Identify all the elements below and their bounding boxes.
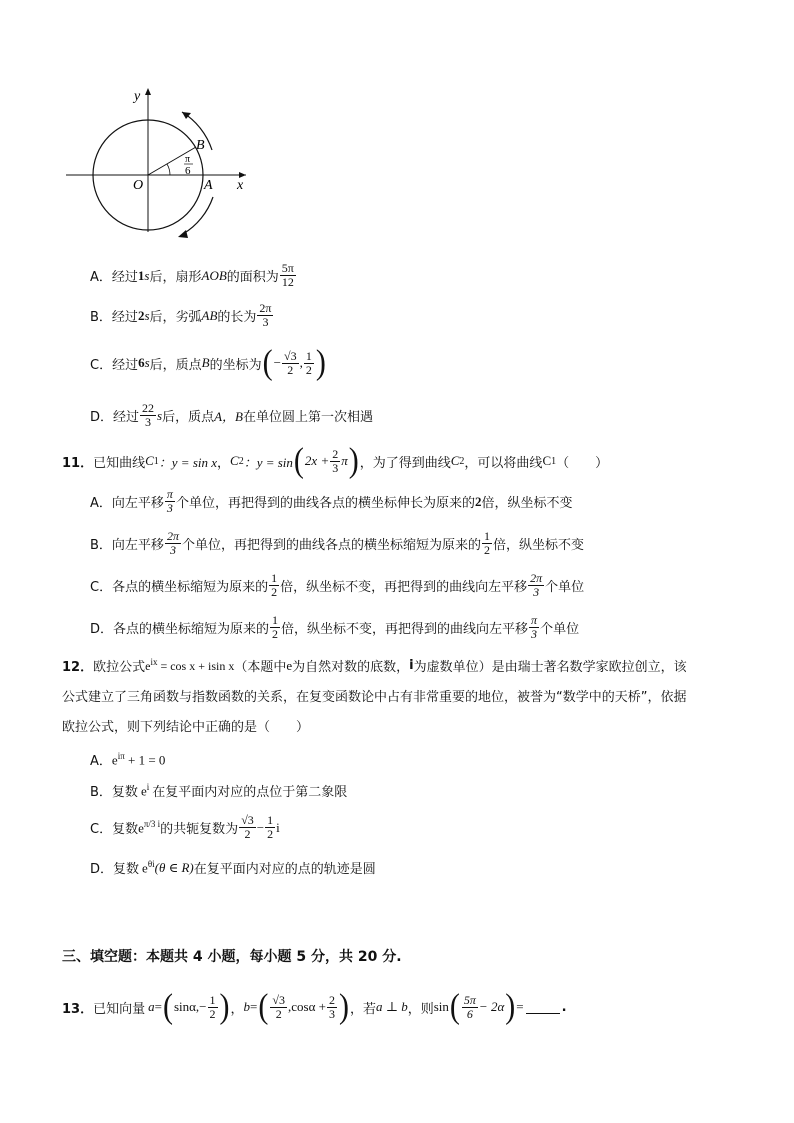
time-unit: s <box>144 307 150 323</box>
right-paren: ) <box>315 343 326 382</box>
left-paren: ( <box>449 987 460 1026</box>
angle-label-numerator: π <box>185 154 191 165</box>
option-text: 各点的横坐标缩短为原来的 <box>112 580 269 595</box>
fraction: $\frac{2\pi}{3}$ <box>166 529 179 557</box>
option-text: 向左平移 <box>111 496 164 511</box>
q13-stem <box>62 987 567 1026</box>
fraction: $\frac{2\pi}{3}$ <box>530 571 543 599</box>
option-text: 倍，纵坐标不变，再把得到的曲线向左平移 <box>280 580 528 595</box>
pi-symbol: π <box>341 453 348 468</box>
fraction: $\frac{√3}{2}$ <box>241 813 254 841</box>
question-text: 已知向量 <box>93 1001 146 1017</box>
fraction: $\frac{√3}{2}$ <box>272 992 285 1021</box>
q12-option-b[interactable] <box>90 781 347 800</box>
comma: , <box>299 355 303 370</box>
section-heading: 三、填空题：本题共 4 小题，每小题 5 分，共 20 分. <box>62 949 402 965</box>
fraction: $\frac{22}{3}$ <box>142 401 155 429</box>
option-text: 在复平面内对应的点位于第二象限 <box>152 785 348 800</box>
factor: 2 <box>474 493 482 509</box>
option-text: 经过 <box>112 357 139 373</box>
left-paren: ( <box>293 441 304 480</box>
q11-stem <box>62 441 609 480</box>
subscript: 2 <box>459 455 465 467</box>
q12-stem-line-3 <box>62 716 309 735</box>
equals-sign: = <box>250 999 258 1014</box>
fraction: $\frac{1}{2}$ <box>209 992 216 1021</box>
fraction: $\frac{1}{2}$ <box>271 571 278 599</box>
option-text: 的共轭复数为 <box>160 822 239 837</box>
question-number: 11． <box>62 455 94 471</box>
fraction: $\frac{1}{2}$ <box>272 613 279 641</box>
minus-sign: − <box>256 819 265 835</box>
option-text: 经过 <box>113 410 140 425</box>
option-text: 倍，纵坐标不变，再把得到的曲线向左平移 <box>281 622 529 637</box>
option-text: 个单位 <box>540 622 580 637</box>
subscript: 1 <box>551 455 557 467</box>
imaginary-unit: i <box>276 819 280 835</box>
option-letter: D． <box>90 862 114 877</box>
q12-stem-line-1 <box>62 656 687 675</box>
vector-a: a <box>148 999 155 1014</box>
x-axis-label: x <box>237 178 244 193</box>
q10-option-b[interactable] <box>90 302 274 329</box>
curve-c1: C <box>542 453 552 468</box>
y-axis-label: y <box>134 89 141 104</box>
sin-function: sin <box>433 999 449 1014</box>
fraction: $\frac{\pi}{3}$ <box>166 487 173 515</box>
q10-option-a[interactable] <box>90 262 297 289</box>
subscript: 1 <box>153 455 159 467</box>
euler-formula: $e^{ix} = \cos x + isin$ x <box>145 657 235 673</box>
q12-stem-line-2 <box>62 686 686 705</box>
y-axis-arrow-icon <box>145 88 151 95</box>
equation: ：y = sin x <box>158 454 218 470</box>
separator: ， <box>217 455 231 471</box>
symbol-e: e <box>286 657 293 673</box>
unit-circle-figure <box>60 82 260 242</box>
expression: $e^i$ <box>140 781 150 799</box>
option-letter: A． <box>90 496 112 511</box>
option-text: 个单位 <box>545 580 585 595</box>
fraction: $\frac{2}{3}$ <box>328 992 335 1021</box>
option-text: 后，劣弧 <box>149 310 202 325</box>
option-text: 复数 <box>113 862 140 877</box>
option-text: 后，质点 <box>149 357 202 373</box>
sector-name: AOB <box>201 267 227 283</box>
option-text: 倍，纵坐标不变 <box>481 496 573 511</box>
minus-sign: − <box>273 355 281 370</box>
point-name: B <box>201 355 210 370</box>
option-letter: A． <box>90 754 112 769</box>
time-value: 1 <box>137 267 145 283</box>
option-text: 的坐标为 <box>209 357 262 373</box>
option-letter: B． <box>90 538 112 553</box>
q12-option-c[interactable] <box>90 814 280 841</box>
symbol-i: i <box>409 658 414 673</box>
q11-option-d[interactable] <box>90 614 579 641</box>
point-b-label: B <box>196 138 205 153</box>
question-text: 欧拉公式，则下列结论中正确的是（ ） <box>62 720 310 735</box>
fraction: $\frac{2}{3}$ <box>332 446 339 475</box>
period: . <box>561 999 567 1015</box>
option-text: 在单位圆上第一次相遇 <box>243 410 374 425</box>
angle-label-denominator: 6 <box>185 165 191 177</box>
arc-name: AB <box>201 307 218 323</box>
point-names: A，B <box>214 409 243 424</box>
right-paren: ) <box>219 987 230 1026</box>
time-unit: s <box>157 407 163 423</box>
option-letter: A． <box>90 270 112 285</box>
fraction: $\frac{1}{2}$ <box>305 348 312 377</box>
expression: $e^{\theta i}$ <box>142 858 155 876</box>
perpendicular-condition: a ⊥ b <box>375 999 408 1014</box>
option-text: 的长为 <box>217 310 257 325</box>
time-value: 6 <box>138 355 145 370</box>
fraction: $\frac{\pi}{3}$ <box>531 613 538 641</box>
option-text: 向左平移 <box>111 538 164 553</box>
fraction: $\frac{√3}{2}$ <box>283 348 297 377</box>
fraction: $\frac{5\pi}{6}$ <box>463 992 476 1021</box>
option-letter: D． <box>90 622 114 637</box>
left-paren: ( <box>262 343 273 382</box>
separator: ， <box>230 1001 244 1017</box>
q11-option-b[interactable] <box>90 530 584 557</box>
option-text: 后，扇形 <box>149 270 202 285</box>
question-text: （本题中 <box>234 660 287 675</box>
point-a-label: A <box>204 178 213 193</box>
question-text: 为虚数单位）是由瑞士著名数学家欧拉创立，该 <box>413 660 687 675</box>
condition: (θ ∈ R) <box>154 859 194 875</box>
clockwise-arrow <box>183 197 213 234</box>
fraction: $\frac{5\pi}{12}$ <box>281 261 294 289</box>
question-text: ，为了得到曲线 <box>359 455 451 471</box>
question-text: 欧拉公式 <box>93 660 146 675</box>
question-text: 公式建立了三角函数与指数函数的关系，在复变函数论中占有非常重要的地位，被誉为“数学中的天桥”，依据 <box>62 690 687 705</box>
vector-component: sinα,− <box>173 999 207 1014</box>
question-text: ，则 <box>407 1001 434 1017</box>
equals-sign: = <box>516 999 524 1014</box>
question-text: ，若 <box>349 1001 376 1017</box>
q11-option-a[interactable] <box>90 488 572 515</box>
curve-c1: C <box>145 453 154 468</box>
time-value: 2 <box>137 307 145 323</box>
equation: ：y = sin <box>243 454 293 470</box>
option-letter: B． <box>90 310 112 325</box>
equation: 2x + <box>304 453 330 468</box>
fraction: $\frac{2\pi}{3}$ <box>259 301 272 329</box>
right-paren: ) <box>348 441 359 480</box>
option-text: 个单位，再把得到的曲线各点的横坐标缩短为原来的 <box>181 538 481 553</box>
option-text: 倍，纵坐标不变 <box>492 538 584 553</box>
expression: − 2α <box>478 999 505 1014</box>
curve-c2: C <box>230 453 239 468</box>
option-text: 的面积为 <box>226 270 279 285</box>
question-text: 为自然对数的底数， <box>292 660 410 675</box>
q12-option-d[interactable] <box>90 858 376 877</box>
option-letter: C． <box>90 580 113 595</box>
question-text: ，可以将曲线 <box>464 455 543 471</box>
option-text: 经过 <box>111 270 138 285</box>
time-unit: s <box>144 355 150 370</box>
left-paren: ( <box>258 987 269 1026</box>
option-text: 个单位，再把得到的曲线各点的横坐标伸长为原来的 <box>175 496 475 511</box>
angle-arc <box>167 164 170 175</box>
option-text: 经过 <box>111 310 138 325</box>
answer-bracket: （ ） <box>556 455 609 471</box>
question-text: 已知曲线 <box>93 455 146 471</box>
option-text: 后，质点 <box>162 410 215 425</box>
time-unit: s <box>144 267 150 283</box>
curve-c2: C <box>450 453 460 468</box>
vector-component: ,cosα + <box>287 999 326 1014</box>
option-text: 复数 <box>111 785 138 800</box>
question-number: 12． <box>62 660 94 675</box>
right-paren: ) <box>505 987 516 1026</box>
equals-sign: = <box>154 999 162 1014</box>
left-paren: ( <box>162 987 173 1026</box>
expression: $e^{i\pi} + 1 = 0$ <box>111 750 166 768</box>
option-letter: C． <box>90 357 113 373</box>
option-text: 在复平面内对应的点的轨迹是圆 <box>193 862 376 877</box>
question-number: 13． <box>62 1001 94 1017</box>
vector-b: b <box>243 999 251 1014</box>
subscript: 2 <box>238 455 244 467</box>
origin-label: O <box>133 178 144 193</box>
option-text: 复数 <box>112 822 139 837</box>
right-paren: ) <box>338 987 349 1026</box>
option-letter: B． <box>90 785 112 800</box>
q10-option-c[interactable] <box>90 343 327 382</box>
fraction: $\frac{1}{2}$ <box>267 813 274 841</box>
q12-option-a[interactable] <box>90 750 165 769</box>
option-letter: D． <box>90 410 114 425</box>
fraction: $\frac{1}{2}$ <box>483 529 490 557</box>
expression: $e^{\pi/3 i}$ <box>138 818 161 836</box>
q10-option-d[interactable] <box>90 402 373 429</box>
q11-option-c[interactable] <box>90 572 584 599</box>
option-text: 各点的横坐标缩短为原来的 <box>113 622 270 637</box>
option-letter: C． <box>90 822 113 837</box>
answer-blank[interactable] <box>526 1001 560 1014</box>
